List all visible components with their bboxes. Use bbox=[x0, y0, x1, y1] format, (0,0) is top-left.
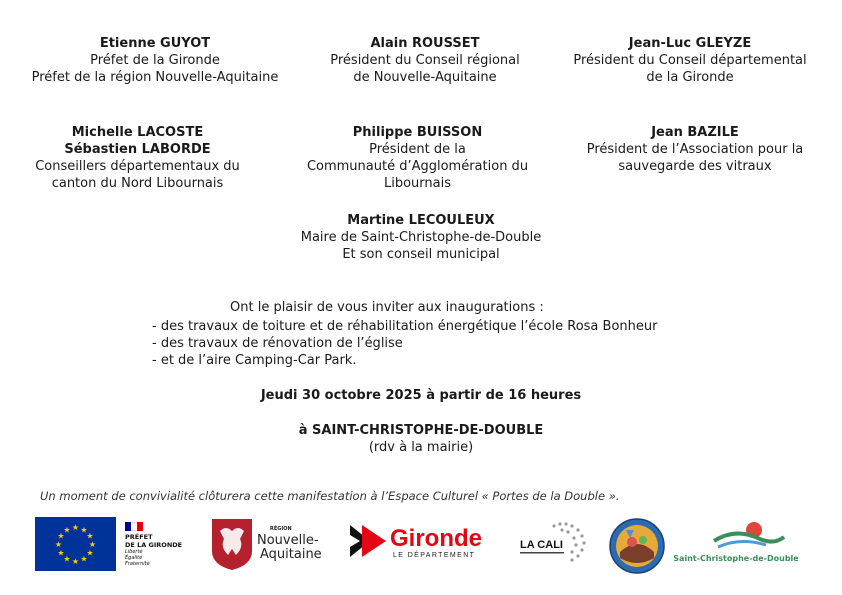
signatory-conseillers bbox=[0, 124, 275, 192]
signatory-name: Sébastien LABORDE bbox=[64, 142, 211, 157]
scd-name: Saint-Christophe-de-Double bbox=[674, 554, 798, 563]
signatory-name: Philippe BUISSON bbox=[352, 125, 483, 140]
signatory-title: canton du Nord Libournais bbox=[51, 176, 224, 191]
svg-text:★: ★ bbox=[86, 531, 94, 541]
signatory-title: Président du Conseil départemental bbox=[573, 53, 807, 68]
signatory-name: Martine LECOULEUX bbox=[347, 213, 495, 228]
region-name-line1: Nouvelle- bbox=[257, 533, 319, 548]
svg-text:★: ★ bbox=[80, 525, 88, 535]
cali-dots-icon bbox=[518, 518, 590, 568]
signatory-region bbox=[300, 35, 550, 86]
signatory-title: de Nouvelle-Aquitaine bbox=[353, 70, 497, 85]
signatory-title: Libournais bbox=[383, 176, 451, 191]
list-item: - et de l’aire Camping-Car Park. bbox=[152, 353, 357, 368]
svg-text:★: ★ bbox=[63, 554, 71, 564]
signatory-title: de la Gironde bbox=[646, 70, 734, 85]
prefet-motto: Liberté bbox=[125, 549, 143, 555]
gironde-name: Gironde bbox=[390, 525, 483, 552]
signatory-name: Michelle LACOSTE bbox=[71, 125, 204, 140]
signatory-title: Communauté d’Agglomération du bbox=[306, 159, 529, 174]
signatory-name: Alain ROUSSET bbox=[370, 36, 480, 51]
list-item: - des travaux de toiture et de réhabilitation énergétique l’école Rosa Bonheur bbox=[152, 319, 658, 334]
signatory-cali bbox=[280, 124, 555, 192]
inauguration-list bbox=[152, 318, 657, 369]
scd-landscape-icon bbox=[674, 517, 798, 567]
svg-text:★: ★ bbox=[57, 531, 65, 541]
prefet-motto: Égalité bbox=[125, 555, 143, 561]
signatory-departement bbox=[540, 35, 840, 86]
region-lion-shield-icon bbox=[210, 517, 330, 571]
signatory-association bbox=[555, 124, 835, 175]
cali-name: LA CALI bbox=[520, 539, 563, 551]
stained-glass-icon bbox=[608, 518, 666, 574]
region-small-label: RÉGION bbox=[270, 526, 292, 532]
nouvelle-aquitaine-logo bbox=[210, 517, 330, 571]
event-place bbox=[0, 422, 842, 456]
signatory-title: Président de la bbox=[369, 142, 466, 157]
svg-text:★: ★ bbox=[71, 557, 80, 566]
prefet-gironde-logo bbox=[125, 522, 195, 572]
signatory-prefet bbox=[0, 35, 310, 86]
prefet-motto: Fraternité bbox=[125, 561, 150, 567]
saint-christophe-logo bbox=[674, 517, 798, 567]
gironde-arrow-icon bbox=[348, 519, 498, 563]
signatory-title: Président du Conseil régional bbox=[330, 53, 520, 68]
event-date: Jeudi 30 octobre 2025 à partir de 16 heures bbox=[260, 388, 582, 403]
signatory-name: Jean BAZILE bbox=[651, 125, 739, 140]
region-name-line2: Aquitaine bbox=[260, 547, 322, 562]
svg-text:★: ★ bbox=[80, 554, 88, 564]
signatory-title: Et son conseil municipal bbox=[342, 247, 500, 262]
invitation-intro: Ont le plaisir de vous inviter aux inaugurations : bbox=[230, 300, 544, 315]
svg-text:★: ★ bbox=[63, 525, 71, 535]
la-cali-logo bbox=[518, 518, 590, 568]
list-item: - des travaux de rénovation de l’église bbox=[152, 336, 403, 351]
signatory-title: Conseillers départementaux du bbox=[35, 159, 240, 174]
svg-text:★: ★ bbox=[54, 540, 63, 549]
footer-note: Un moment de convivialité clôturera cette manifestation à l’Espace Culturel « Portes de la Double ». bbox=[40, 489, 620, 503]
signatory-name: Etienne GUYOT bbox=[99, 36, 211, 51]
svg-text:★: ★ bbox=[88, 540, 97, 549]
eu-stars-icon bbox=[35, 517, 116, 571]
tricolor-flag-icon bbox=[125, 522, 143, 531]
signatory-maire bbox=[250, 212, 592, 263]
prefet-label: PRÉFET bbox=[125, 533, 153, 541]
prefet-label: DE LA GIRONDE bbox=[125, 540, 183, 549]
eu-flag-logo bbox=[35, 517, 116, 571]
signatory-title: Président de l’Association pour la bbox=[586, 142, 804, 157]
association-vitraux-logo bbox=[608, 518, 666, 574]
svg-text:★: ★ bbox=[86, 548, 94, 558]
signatory-name: Jean-Luc GLEYZE bbox=[628, 36, 752, 51]
signatory-title: Préfet de la Gironde bbox=[90, 53, 220, 68]
signatory-title: Préfet de la région Nouvelle-Aquitaine bbox=[31, 70, 279, 85]
signatory-title: Maire de Saint-Christophe-de-Double bbox=[300, 230, 542, 245]
svg-text:★: ★ bbox=[57, 548, 65, 558]
gironde-departement-logo bbox=[348, 519, 498, 563]
event-place-note: (rdv à la mairie) bbox=[368, 440, 474, 455]
gironde-sub: LE DÉPARTEMENT bbox=[393, 552, 476, 559]
event-place-name: à SAINT-CHRISTOPHE-DE-DOUBLE bbox=[298, 423, 544, 438]
svg-text:★: ★ bbox=[71, 523, 80, 532]
signatory-title: sauvegarde des vitraux bbox=[618, 159, 772, 174]
